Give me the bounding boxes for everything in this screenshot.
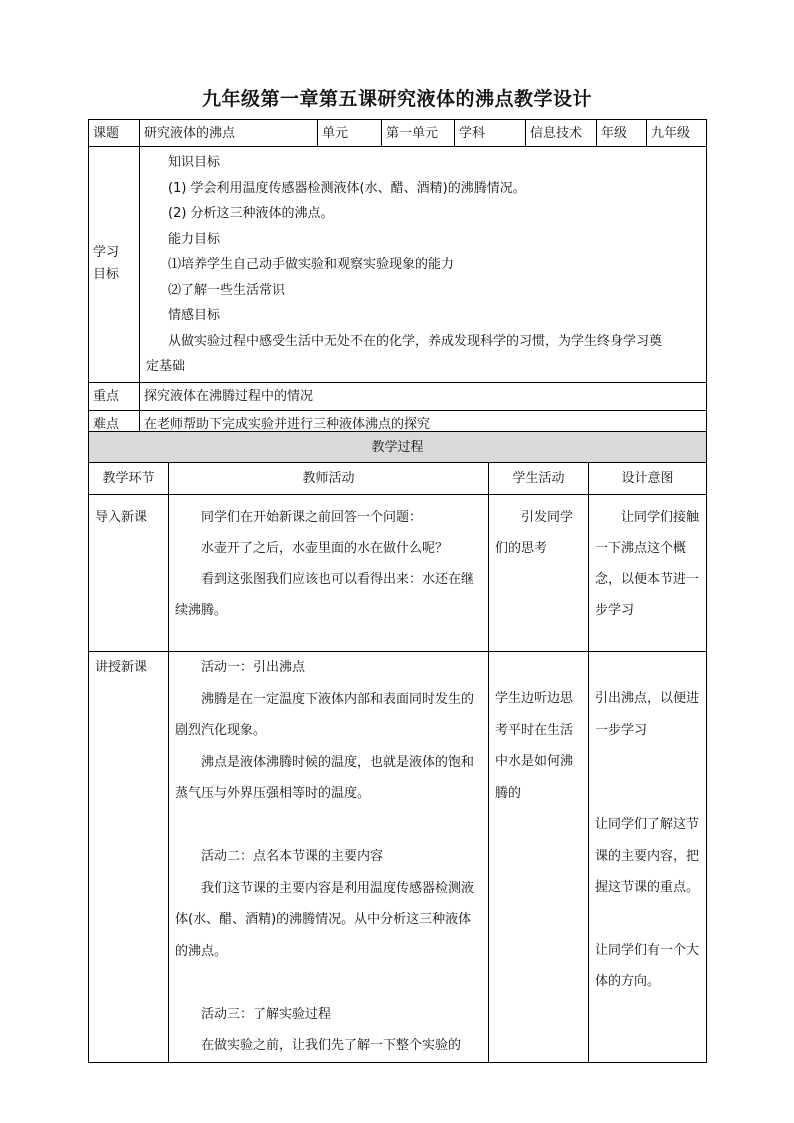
key-point-row: [89, 382, 707, 410]
key-point-label: 重点: [89, 382, 140, 410]
objective-line: (1) 学会利用温度传感器检测液体(水、醋、酒精)的沸腾情况。: [168, 180, 526, 196]
process-banner-row: [89, 432, 707, 463]
intent-intro: [589, 495, 707, 652]
objectives-content: [140, 147, 707, 383]
intent-text: 让同学们了解这节课的主要内容，把握这节课的重点。: [595, 817, 700, 895]
unit-label: 单元: [318, 120, 382, 147]
teacher-para: 同学们在开始新课之前回答一个问题：: [201, 510, 423, 525]
intent-text: 引出沸点，以便进一步学习: [595, 691, 700, 738]
objective-line: ⑴培养学生自己动手做实验和观察实验现象的能力: [168, 257, 455, 272]
student-teaching: [489, 652, 589, 1063]
teacher-intro: [169, 495, 489, 652]
objectives-label: [89, 147, 140, 383]
info-table: [88, 119, 707, 439]
teacher-para: 沸点是液体沸腾时候的温度，也就是液体的饱和蒸气压与外界压强相等时的温度。: [175, 754, 475, 801]
spacer: [595, 904, 700, 935]
teacher-para: 在做实验之前，让我们先了解一下整个实验的: [201, 1038, 462, 1053]
unit-value: 第一单元: [382, 120, 455, 147]
grade-label: 年级: [597, 120, 647, 147]
process-row-teaching: [89, 652, 707, 1063]
student-text: 引发同学们的思考: [495, 510, 574, 556]
spacer: [175, 967, 482, 999]
objective-line: (2) 分析这三种液体的沸点。: [168, 206, 334, 221]
process-table: [88, 431, 707, 1063]
header-student: 学生活动: [489, 463, 589, 495]
activity-heading: 活动二：点名本节课的主要内容: [201, 849, 384, 864]
intent-text: 让同学们有一个大体的方向。: [595, 942, 700, 989]
spacer: [175, 810, 482, 842]
key-point-value: 探究液体在沸腾过程中的情况: [140, 382, 707, 410]
emotion-text-cont: 定基础: [146, 359, 186, 374]
header-intent: 设计意图: [589, 463, 707, 495]
stage-intro: 导入新课: [89, 495, 169, 652]
student-text: 学生边听边思考平时在生活中水是如何沸腾的: [495, 691, 574, 801]
activity-heading: 活动三：了解实验过程: [201, 1006, 332, 1022]
activity-heading: 活动一：引出沸点: [201, 660, 306, 675]
objectives-label-text: 学习目标: [93, 245, 120, 283]
process-banner: 教学过程: [89, 432, 707, 463]
header-teacher: 教师活动: [169, 463, 489, 495]
teacher-teaching: [169, 652, 489, 1063]
intent-text: 让同学们接触一下沸点这个概念，以便本节进一步学习: [595, 510, 700, 618]
student-intro: [489, 495, 589, 652]
topic-label: 课题: [89, 120, 140, 147]
objective-line: ⑵了解一些生活常识: [168, 282, 286, 298]
objective-line: 知识目标: [168, 155, 221, 170]
stage-teaching: 讲授新课: [89, 652, 169, 1063]
subject-label: 学科: [455, 120, 526, 147]
header-stage: 教学环节: [89, 463, 169, 495]
objectives-row: [89, 147, 707, 383]
topic-value: 研究液体的沸点: [140, 120, 318, 147]
grade-value: 九年级: [647, 120, 707, 147]
teacher-para: 沸腾是在一定温度下液体内部和表面同时发生的剧烈汽化现象。: [175, 691, 475, 738]
teacher-para: 看到这张图我们应该也可以看得出来：水还在继续沸腾。: [175, 572, 475, 618]
difficulty-label: 难点: [89, 410, 140, 438]
difficulty-value: 在老师帮助下完成实验并进行三种液体沸点的探究: [140, 410, 707, 438]
teacher-para: 我们这节课的主要内容是利用温度传感器检测液体(水、醋、酒精)的沸腾情况。从中分析这三种液体的沸点。: [175, 880, 475, 959]
page-title: 九年级第一章第五课研究液体的沸点教学设计: [201, 88, 592, 110]
process-header-row: [89, 463, 707, 495]
spacer: [595, 746, 700, 809]
info-row: [89, 120, 707, 147]
teacher-para: 水壶开了之后，水壶里面的水在做什么呢？: [201, 541, 449, 556]
objective-line: 情感目标: [168, 308, 221, 323]
process-row-intro: [89, 495, 707, 652]
intent-teaching: [589, 652, 707, 1063]
emotion-text: 从做实验过程中感受生活中无处不在的化学，养成发现科学的习惯，为学生终身学习奠: [168, 333, 663, 349]
subject-value: 信息技术: [526, 120, 597, 147]
objective-line: 能力目标: [168, 231, 221, 247]
